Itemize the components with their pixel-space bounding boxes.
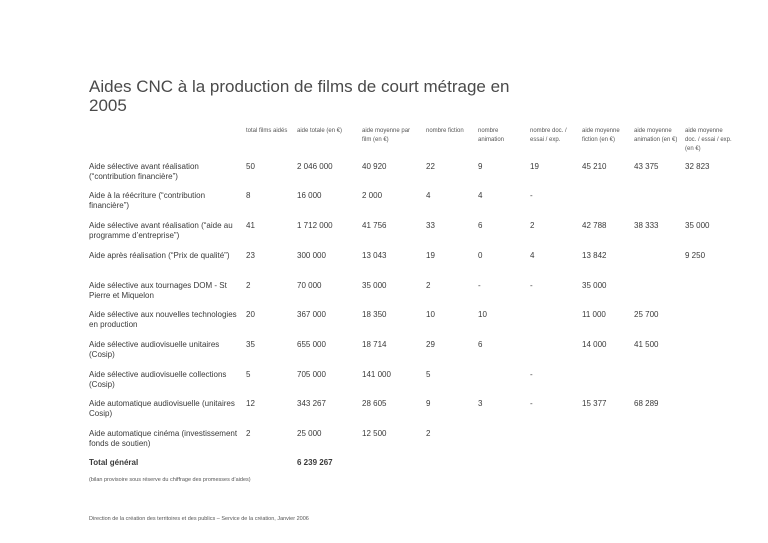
table-cell: 18 714 <box>362 340 387 349</box>
table-cell: 300 000 <box>297 251 326 260</box>
table-cell: 343 267 <box>297 399 326 408</box>
row-label: Aide sélective aux nouvelles technologies en production <box>89 310 237 329</box>
table-cell: 35 000 <box>362 281 387 290</box>
row-label: Aide sélective audiovisuelle unitaires (Cosip) <box>89 340 220 359</box>
row-label: Aide automatique cinéma (investissement fonds de soutien) <box>89 429 238 448</box>
table-cell: 43 375 <box>634 162 659 171</box>
table-cell: 2 <box>530 221 535 230</box>
table-cell: 35 000 <box>685 221 710 230</box>
table-cell: 141 000 <box>362 370 391 379</box>
table-cell: 1 712 000 <box>297 221 333 230</box>
row-label: Aide sélective avant réalisation (“aide au programme d’entreprise”) <box>89 221 233 240</box>
table-cell: 8 <box>246 191 251 200</box>
table-cell: 16 000 <box>297 191 322 200</box>
table-cell: - <box>530 281 533 290</box>
table-cell: 32 823 <box>685 162 710 171</box>
total-value: 6 239 267 <box>297 458 333 467</box>
column-header: nombre fiction <box>426 128 464 134</box>
row-label: Aide sélective audiovisuelle collections (Cosip) <box>89 370 227 389</box>
column-header: aide moyenne fiction (en €) <box>582 128 620 143</box>
table-cell: - <box>478 281 481 290</box>
table-cell: 6 <box>478 221 483 230</box>
table-cell: 25 700 <box>634 310 659 319</box>
table-cell: 11 000 <box>582 310 606 319</box>
table-cell: 41 500 <box>634 340 659 349</box>
table-cell: 13 842 <box>582 251 607 260</box>
table-cell: 68 289 <box>634 399 659 408</box>
table-cell: 50 <box>246 162 255 171</box>
table-cell: 12 <box>246 399 255 408</box>
column-header: aide moyenne animation (en €) <box>634 128 678 143</box>
page-title: Aides CNC à la production de films de court métrage en 2005 <box>89 77 510 115</box>
table-cell: 38 333 <box>634 221 659 230</box>
table-cell: 23 <box>246 251 255 260</box>
table-cell: 2 <box>426 429 431 438</box>
table-cell: 4 <box>426 191 431 200</box>
table-cell: 14 000 <box>582 340 607 349</box>
table-cell: - <box>530 399 533 408</box>
table-cell: 18 350 <box>362 310 387 319</box>
row-label: Aide sélective aux tournages DOM - St Pierre et Miquelon <box>89 281 227 300</box>
table-cell: 22 <box>426 162 435 171</box>
table-cell: - <box>530 191 533 200</box>
table-cell: 10 <box>426 310 435 319</box>
table-cell: 35 <box>246 340 255 349</box>
table-cell: 41 756 <box>362 221 387 230</box>
column-header: nombre animation <box>478 128 505 143</box>
table-cell: 28 605 <box>362 399 387 408</box>
table-cell: 6 <box>478 340 483 349</box>
table-cell: 4 <box>478 191 483 200</box>
total-label: Total général <box>89 458 139 467</box>
table-cell: 12 500 <box>362 429 387 438</box>
table-cell: 655 000 <box>297 340 326 349</box>
table-cell: 2 046 000 <box>297 162 333 171</box>
column-header: nombre doc. / essai / exp. <box>530 128 567 143</box>
table-cell: 19 <box>530 162 539 171</box>
table-cell: 41 <box>246 221 255 230</box>
table-cell: 29 <box>426 340 435 349</box>
footer-text: Direction de la création des territoires et des publics – Service de la création, Janvier 2006 <box>89 516 309 522</box>
table-cell: 45 210 <box>582 162 607 171</box>
row-label: Aide automatique audiovisuelle (unitaires Cosip) <box>89 399 235 418</box>
table-cell: 40 920 <box>362 162 387 171</box>
row-label: Aide à la réécriture (“contribution financière”) <box>89 191 206 210</box>
table-cell: 70 000 <box>297 281 322 290</box>
table-cell: 33 <box>426 221 435 230</box>
table-cell: 20 <box>246 310 255 319</box>
column-header: total films aidés <box>246 128 288 134</box>
table-cell: 15 377 <box>582 399 607 408</box>
table-cell: 5 <box>246 370 251 379</box>
table-cell: 13 043 <box>362 251 387 260</box>
table-cell: 9 <box>426 399 431 408</box>
table-cell: 2 000 <box>362 191 383 200</box>
table-cell: 0 <box>478 251 483 260</box>
table-cell: 10 <box>478 310 487 319</box>
table-cell: 9 250 <box>685 251 706 260</box>
table-cell: 5 <box>426 370 431 379</box>
table-cell: 42 788 <box>582 221 607 230</box>
column-header: aide totale (en €) <box>297 128 343 134</box>
column-header: aide moyenne par film (en €) <box>362 128 411 143</box>
table-cell: 19 <box>426 251 435 260</box>
table-cell: 2 <box>426 281 431 290</box>
note-text: (bilan provisoire sous réserve du chiffrage des promesses d’aides) <box>89 477 251 483</box>
table-cell: - <box>530 370 533 379</box>
row-label: Aide sélective avant réalisation (“contribution financière”) <box>89 162 199 181</box>
table-cell: 9 <box>478 162 483 171</box>
table-cell: 705 000 <box>297 370 326 379</box>
column-header: aide moyenne doc. / essai / exp. (en €) <box>685 128 732 152</box>
table-cell: 2 <box>246 429 251 438</box>
table-cell: 367 000 <box>297 310 326 319</box>
table-cell: 25 000 <box>297 429 322 438</box>
table-cell: 3 <box>478 399 483 408</box>
row-label: Aide après réalisation (“Prix de qualité”) <box>89 251 230 260</box>
table-cell: 2 <box>246 281 251 290</box>
table-cell: 4 <box>530 251 535 260</box>
table-cell: 35 000 <box>582 281 607 290</box>
